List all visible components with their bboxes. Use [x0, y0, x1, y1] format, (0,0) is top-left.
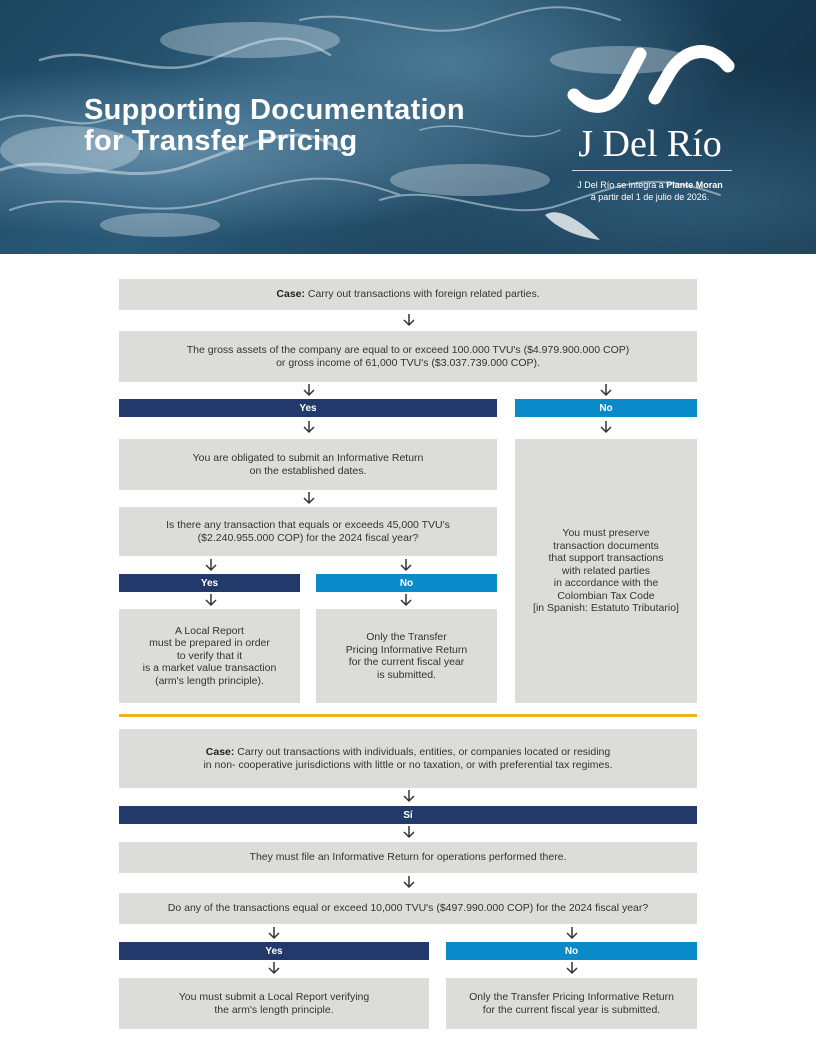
down-arrow-icon [403, 826, 415, 839]
flow1-case-label: Case: [276, 288, 305, 301]
flow1-no-bar: No [515, 399, 697, 417]
down-arrow-icon [205, 559, 217, 572]
flow2-case-box [119, 729, 697, 788]
brand-logo-icon [560, 40, 740, 120]
flow2-yes-bar: Yes [119, 942, 429, 960]
flow1-no-result-box: You must preserve transaction documents that support transactions with related parties in accordance with the Colombian Tax Code [in Spanish: Estatuto Tributario] [515, 439, 697, 703]
flow1-case-text: Carry out transactions with foreign related parties. [305, 288, 540, 301]
down-arrow-icon [566, 962, 578, 975]
title-line-1: Supporting Documentation [84, 94, 465, 126]
flow2-no-result-box: Only the Transfer Pricing Informative Return for the current fiscal year is submitted. [446, 978, 697, 1029]
flow1-sub-no-result-box: Only the Transfer Pricing Informative Return for the current fiscal year is submitted. [316, 609, 497, 703]
flow2-case-label: Case: [205, 746, 235, 758]
down-arrow-icon [566, 927, 578, 940]
flow1-condition-box: The gross assets of the company are equal to or exceed 100.000 TVU's ($4.979.900.000 COP) or gross income of 61,000 TVU's ($3.037.739.000 COP). [119, 331, 697, 382]
flow1-case-box [119, 279, 697, 310]
down-arrow-icon [600, 384, 612, 397]
flow2-yes-result-box: You must submit a Local Report verifying the arm's length principle. [119, 978, 429, 1029]
title-line-2: for Transfer Pricing [84, 125, 358, 157]
flow2-condition-box: Do any of the transactions equal or exceed 10,000 TVU's ($497.990.000 COP) for the 2024 fiscal year? [119, 893, 697, 924]
brand-name: J Del Río [578, 123, 722, 165]
down-arrow-icon [403, 314, 415, 327]
flow1-sub-condition-box: Is there any transaction that equals or exceeds 45,000 TVU's ($2.240.955.000 COP) for the 2024 fiscal year? [119, 507, 497, 556]
down-arrow-icon [303, 492, 315, 505]
flow2-si-result-box: They must file an Informative Return for operations performed there. [119, 842, 697, 873]
down-arrow-icon [303, 384, 315, 397]
header-banner [0, 0, 816, 254]
brand-note-bold: Plante Moran [666, 180, 723, 190]
down-arrow-icon [600, 421, 612, 434]
section-divider [119, 714, 697, 717]
brand-note-line2: a partir del 1 de julio de 2026. [590, 192, 710, 202]
flow1-sub-yes-result-box: A Local Report must be prepared in order to verify that it is a market value transaction (arm's length principle). [119, 609, 300, 703]
brand-note-prefix: J Del Río se integra a [577, 180, 664, 190]
page-title [84, 95, 465, 157]
flow1-sub-no-bar: No [316, 574, 497, 592]
down-arrow-icon [403, 876, 415, 889]
flow1-yes-bar: Yes [119, 399, 497, 417]
brand-divider [572, 170, 732, 171]
down-arrow-icon [205, 594, 217, 607]
down-arrow-icon [403, 790, 415, 803]
down-arrow-icon [268, 927, 280, 940]
flow2-case-text: Carry out transactions with individuals, entities, or companies located or residing in non- cooperative jurisdictions with little or no taxation, or with preferential tax regimes. [203, 746, 613, 771]
brand-note [560, 179, 740, 203]
flow2-no-bar: No [446, 942, 697, 960]
flow1-yes-result-box: You are obligated to submit an Informative Return on the established dates. [119, 439, 497, 490]
down-arrow-icon [303, 421, 315, 434]
down-arrow-icon [400, 594, 412, 607]
flow2-si-bar: Sí [119, 806, 697, 824]
down-arrow-icon [268, 962, 280, 975]
down-arrow-icon [400, 559, 412, 572]
flow1-sub-yes-bar: Yes [119, 574, 300, 592]
brand-block [560, 40, 740, 210]
